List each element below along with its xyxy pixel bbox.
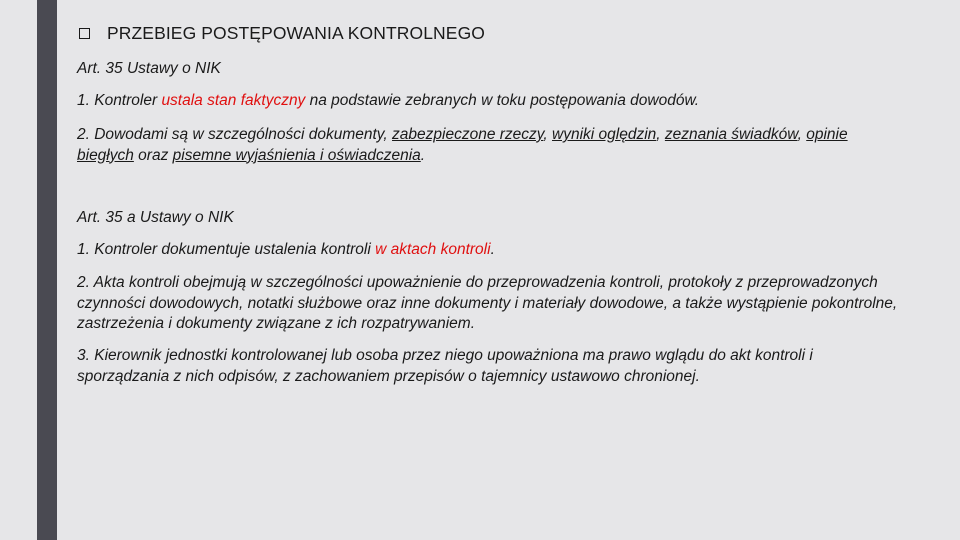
- text-run: na podstawie zebranych w toku postępowania dowodów.: [305, 92, 700, 109]
- art35a-paragraph-1: [77, 240, 937, 261]
- text-run: .: [420, 146, 426, 164]
- underlined-run: wyniki oględzin: [552, 126, 657, 143]
- highlight-run: ustala stan faktyczny: [161, 92, 306, 109]
- text-run: oraz: [133, 146, 173, 164]
- underlined-run: pisemne wyjaśnienia i oświadczenia: [172, 146, 421, 164]
- underlined-run: zeznania świadków: [664, 126, 798, 143]
- text-run: 1. Kontroler dokumentuje ustalenia kontroli: [77, 241, 376, 258]
- text-run: ,: [797, 126, 807, 143]
- left-accent-bar: [37, 0, 57, 540]
- art35a-title: Art. 35 a Ustawy o NIK: [77, 209, 234, 226]
- art35-paragraph-1: [77, 91, 937, 112]
- highlight-run: w aktach kontroli: [375, 241, 491, 258]
- slide-heading: [77, 23, 485, 44]
- text-run: ,: [543, 126, 553, 143]
- heading-text: PRZEBIEG POSTĘPOWANIA KONTROLNEGO: [107, 23, 485, 43]
- underlined-run: opinie biegłych: [77, 126, 848, 164]
- art35a-paragraph-2: 2. Akta kontroli obejmują w szczególności upoważnienie do przeprowadzenia kontroli, protokoły z przeprowadzonych czynności dowodowych, notatki służbowe oraz inne dokumenty i materiały dowodowe, a także wystąpienie pokontrolne, zastrzeżenia i dokumenty związane z ich rozpatrywaniem.: [77, 274, 898, 332]
- underlined-run: zabezpieczone rzeczy: [392, 126, 544, 143]
- art35a-paragraph-3: 3. Kierownik jednostki kontrolowanej lub osoba przez niego upoważniona ma prawo wglądu do akt kontroli i sporządzania z nich odpisów, z zachowaniem przepisów o tajemnicy ustawowo chronionej.: [77, 347, 813, 385]
- text-run: .: [490, 241, 495, 258]
- checkbox-bullet-icon: [79, 28, 90, 39]
- text-run: 1. Kontroler: [77, 92, 162, 109]
- text-run: 2. Dowodami są w szczególności dokumenty,: [77, 126, 393, 143]
- text-run: ,: [656, 126, 665, 143]
- art35-title: Art. 35 Ustawy o NIK: [77, 60, 221, 77]
- art35-paragraph-2: [77, 125, 857, 166]
